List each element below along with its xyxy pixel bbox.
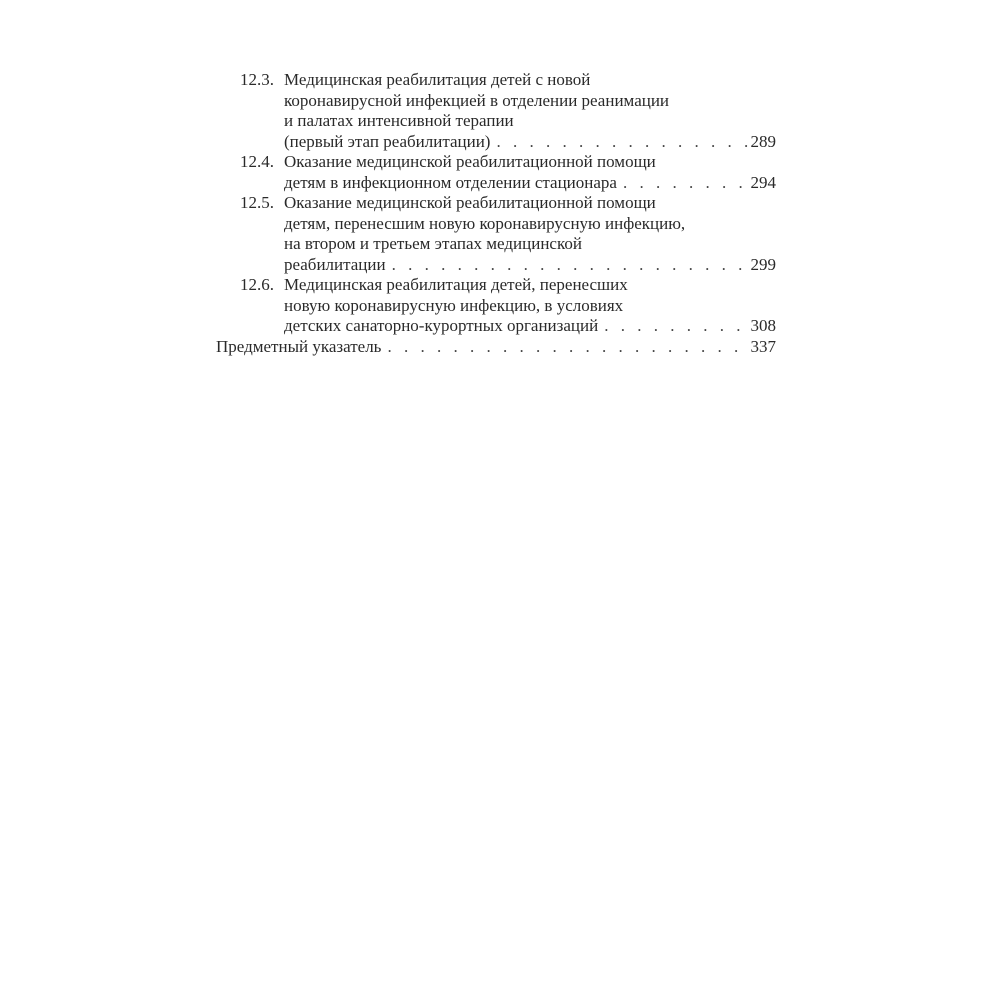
toc-entry-last-line: [284, 132, 776, 153]
toc-page-number: 299: [750, 254, 776, 274]
toc-entry-body: [284, 152, 776, 193]
toc-page-number: 308: [750, 316, 776, 335]
toc-entry-line: новую коронавирусную инфекцию, в условиях: [284, 295, 624, 315]
toc-entry-12-4[interactable]: [216, 152, 776, 193]
toc-entry-last-line: [284, 173, 776, 194]
toc-entry-12-5[interactable]: [216, 193, 776, 275]
toc-entry-line: Медицинская реабилитация детей, перенесших: [284, 275, 628, 294]
toc-entry-last-line: [284, 255, 776, 276]
toc-entry-line: Оказание медицинской реабилитационной помощи: [284, 152, 656, 171]
toc-entry-line: на втором и третьем этапах медицинской: [284, 234, 582, 253]
toc-entry-body: [216, 337, 776, 358]
toc-entry-line: (первый этап реабилитации): [284, 131, 491, 151]
toc-entry-line: Оказание медицинской реабилитационной помощи: [284, 193, 656, 212]
toc-entry-line: коронавирусной инфекцией в отделении реанимации: [284, 90, 670, 110]
toc-entry-body: [284, 193, 776, 275]
toc-entry-line: Медицинская реабилитация детей с новой: [284, 70, 591, 89]
toc-entry-subject-index[interactable]: [216, 337, 776, 358]
dot-leader: [604, 316, 747, 337]
dot-leader: [387, 337, 747, 358]
toc-entry-number: 12.5.: [240, 193, 274, 212]
toc-entry-body: [284, 275, 776, 337]
toc-entry-line: детских санаторно-курортных организаций: [284, 316, 599, 335]
toc-entry-line: и палатах интенсивной терапии: [284, 111, 514, 130]
toc-entry-last-line: [284, 316, 776, 337]
toc-entry-12-6[interactable]: [216, 275, 776, 337]
toc-entry-number: 12.3.: [240, 70, 274, 89]
dot-leader: [496, 132, 747, 153]
toc-entry-last-line: [216, 337, 776, 358]
toc-entry-line: реабилитации: [284, 254, 386, 274]
toc-entry-number: 12.4.: [240, 152, 274, 171]
toc-entry-body: [284, 70, 776, 152]
table-of-contents: [216, 70, 776, 357]
dot-leader: [623, 173, 748, 194]
toc-entry-title: Предметный указатель: [216, 336, 382, 356]
dot-leader: [392, 255, 748, 276]
toc-page-number: 337: [750, 336, 776, 356]
toc-entry-line: детям в инфекционном отделении стационара: [284, 172, 617, 192]
toc-entry-line: детям, перенесшим новую коронавирусную инфекцию,: [284, 213, 686, 233]
toc-page-number: 289: [750, 131, 776, 151]
toc-entry-number: 12.6.: [240, 275, 274, 294]
toc-entry-12-3[interactable]: [216, 70, 776, 152]
toc-page-number: 294: [750, 172, 776, 192]
